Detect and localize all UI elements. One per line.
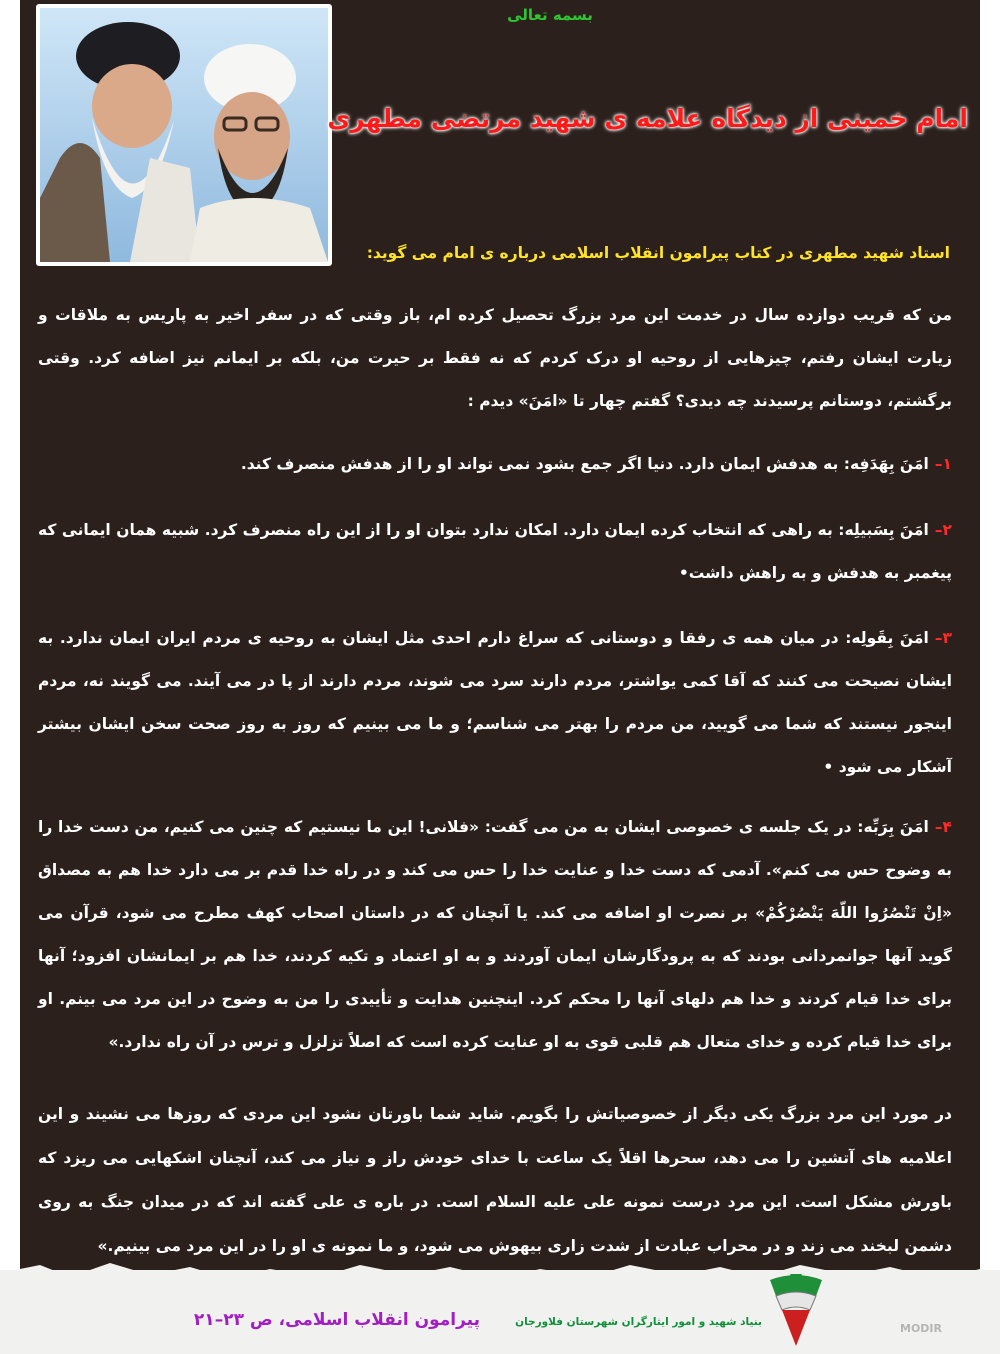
item-text: امَنَ بِقَولِه: در میان همه ی رفقا و دوستانی که سراغ دارم احدی مثل ایشان به روحیه ی مردم ایران ایمان ندارد. به ایشان نصیحت می کنند که آقا کمی یواشتر، مردم دارند سرد می شوند، مردم دارند از پا در می آیند. می گویند نه، مردم اینجور نیستند که شما می گویید، من مردم را بهتر می شناسم؛ و ما می بینیم که روز به روز صحت سخن ایشان بیشتر آشکار می شود •: [38, 629, 952, 776]
item-number: ۱–: [934, 455, 952, 473]
watermark-text: MODIR: [900, 1322, 942, 1335]
item-number: ۳–: [934, 629, 952, 647]
organization-name: بنیاد شهید و امور ایثارگران شهرستان فلاورجان: [515, 1316, 762, 1328]
basmala: بسمه تعالی: [507, 6, 593, 24]
portrait-image: [36, 4, 332, 266]
paragraph-closing: در مورد این مرد بزرگ یکی دیگر از خصوصیاتش را بگویم. شاید شما باورتان نشود این مردی که روزها می نشیند و این اعلامیه های آتشین را می دهد، سحرها اقلاً یک ساعت با خدای خودش راز و نیاز می کند، آنچنان اشکهایی می ریزد که باورش مشکل است. این مرد درست نمونه علی علیه السلام است. در باره ی علی گفته اند که در میدان جنگ به روی دشمن لبخند می زند و در محراب عبادت از شدت زاری بیهوش می شود، و ما نمونه ی او را در این مرد می بینیم.»: [38, 1105, 952, 1255]
page-title: امام خمینی از دیدگاه علامه ی شهید مرتضی مطهری: [327, 104, 968, 133]
list-item: [38, 617, 952, 789]
item-text: امَنَ بِرَبِّه: در یک جلسه ی خصوصی ایشان به من می گفت: «فلانی! این ما نیستیم که چنین می کنیم، من دست خدا را به وضوح حس می کنم». آدمی که دست خدا و عنایت خدا را حس می کند و در راه خدا قدم بر می دارد خدا هم به مصداق «اِنْ تَنْصُرُوا اللّهَ یَنْصُرْکُمْ» بر نصرت او اضافه می کند. یا آنچنان که در داستان اصحاب کهف مطرح می شود، قرآن می گوید آنها جوانمردانی بودند که به پرودگارشان ایمان آوردند و به او اعتماد و تکیه کردند، خدا هم بر ایمانشان افزود؛ آنها برای خدا قیام کردند و خدا هم دلهای آنها را محکم کرد. اینچنین هدایت و تأییدی را من به وضوح در این مرد می بینم. او برای خدا قیام کرده و خدای متعال هم قلبی قوی به او عنایت کرده است که اصلاً تزلزل و ترس در آن راه ندارد.»: [38, 818, 952, 1051]
book-reference: پیرامون انقلاب اسلامی، ص ۲۳–۲۱: [193, 1310, 480, 1330]
item-number: ۲–: [934, 521, 952, 539]
foundation-emblem-icon: [760, 1266, 832, 1350]
list-item: [38, 806, 952, 1064]
paragraph-opening: من که قریب دوازده سال در خدمت این مرد بزرگ تحصیل کرده ام، باز وقتی که در سفر اخیر به پاریس به ملاقات و زیارت ایشان رفتم، چیزهایی از روحیه او درک کردم که نه فقط بر حیرت من، بلکه بر ایمانم نیز اضافه کرد. وقتی برگشتم، دوستانم پرسیدند چه دیدی؟ گفتم چهار تا «امَنَ» دیدم :: [38, 306, 952, 410]
list-item: [38, 509, 952, 595]
item-number: ۴–: [934, 818, 952, 836]
item-text: امَنَ بِسَبیلِه: به راهی که انتخاب کرده ایمان دارد. امکان ندارد بتوان او را از این راه منصرف کرد. شبیه همان ایمانی که پیغمبر به هدفش و به راهش داشت•: [38, 521, 952, 582]
intro-line: استاد شهید مطهری در کتاب پیرامون انقلاب اسلامی درباره ی امام می گوید:: [366, 244, 950, 262]
list-item: [38, 443, 952, 486]
item-text: امَنَ بِهَدَفِه: به هدفش ایمان دارد. دنیا اگر جمع بشود نمی تواند او را از هدفش منصرف کند.: [240, 455, 929, 473]
